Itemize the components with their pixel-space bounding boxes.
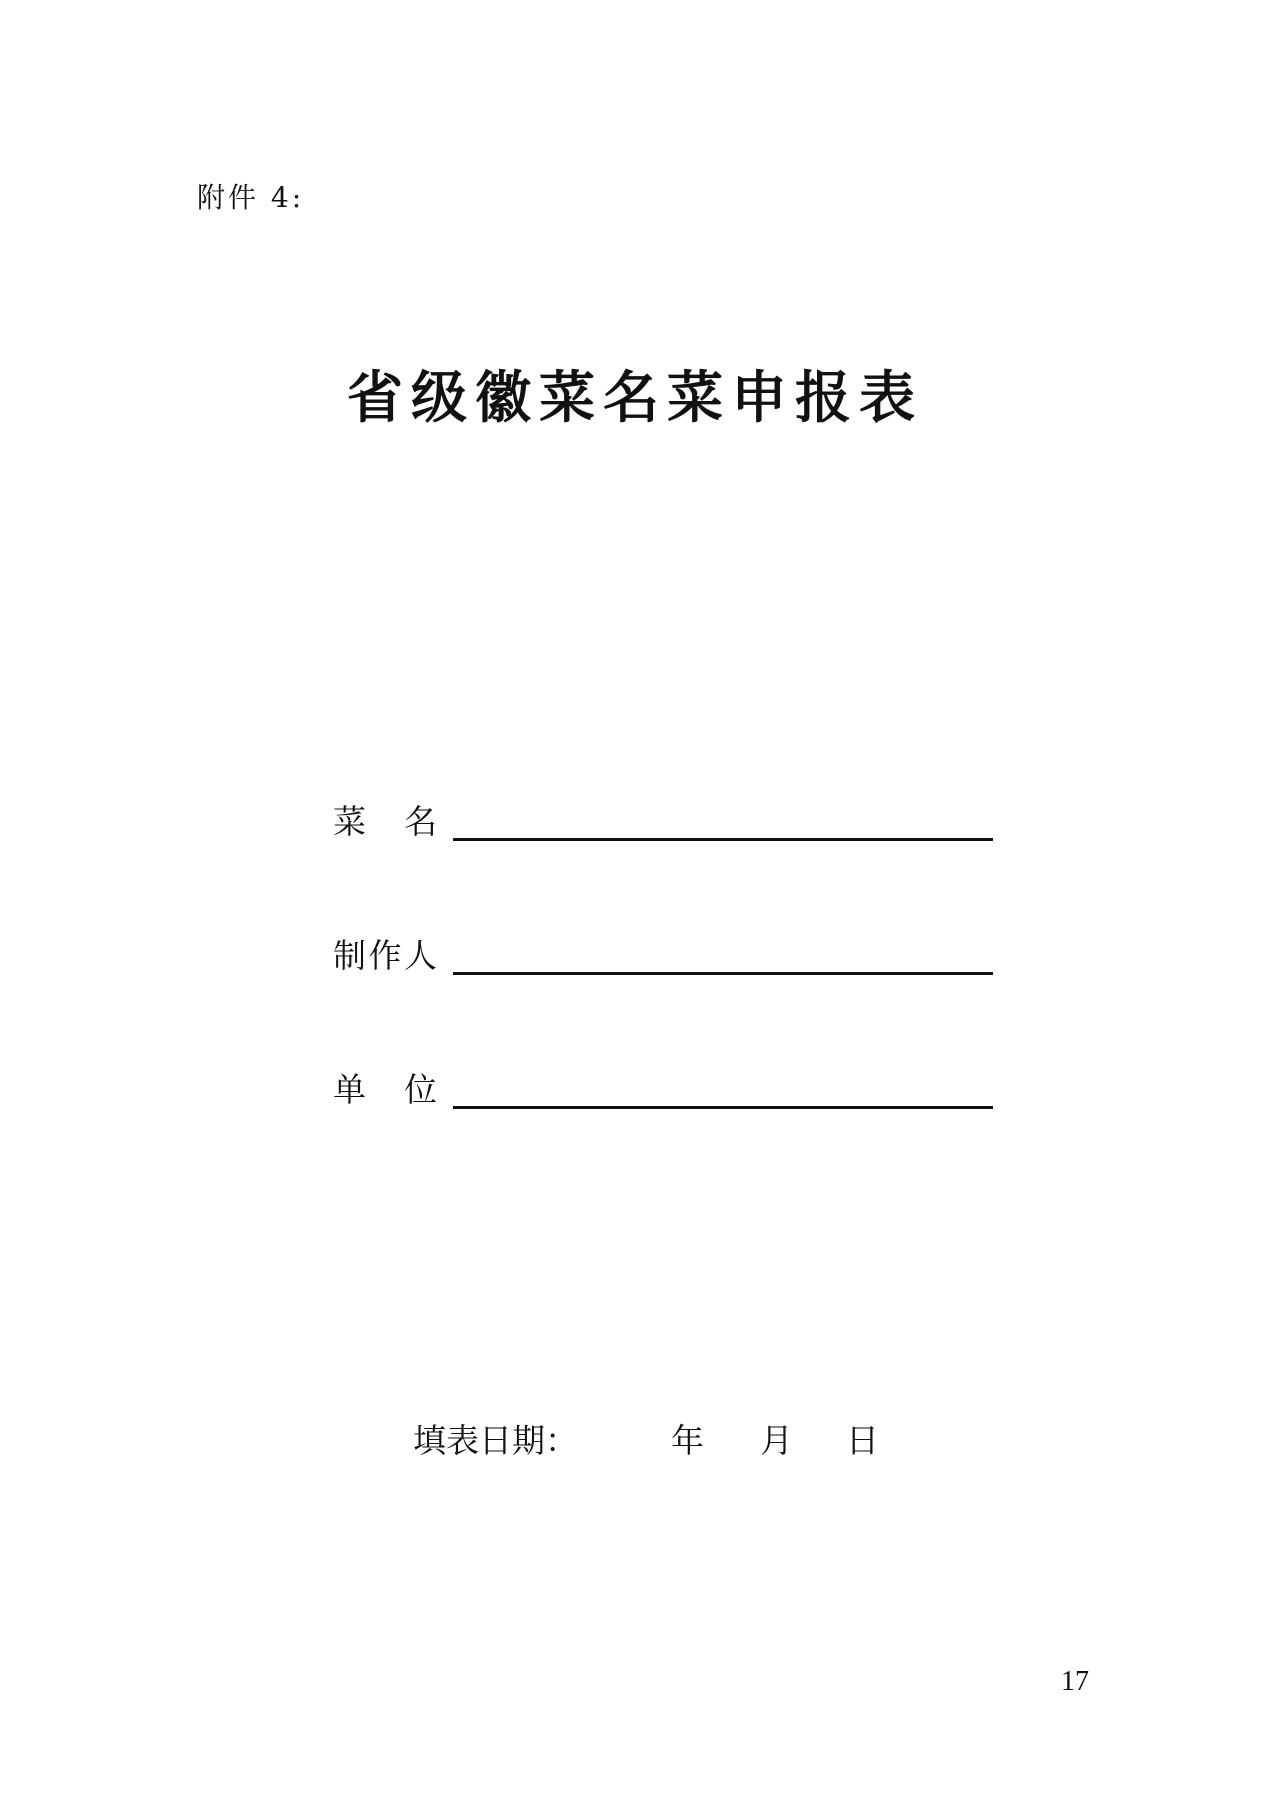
attachment-label: 附件 4: xyxy=(197,181,305,214)
fill-date-label: 填表日期： xyxy=(413,1421,578,1460)
unit-field-row xyxy=(333,1065,993,1115)
dish-name-label-char: 菜 xyxy=(333,802,366,841)
maker-field-row xyxy=(333,931,993,981)
document-title: 省级徽菜名菜申报表 xyxy=(347,365,923,431)
unit-label-char: 位 xyxy=(404,1070,437,1109)
dish-name-label-char: 名 xyxy=(404,802,437,841)
maker-label-char: 制 xyxy=(333,936,366,975)
date-day-label: 日 xyxy=(846,1421,879,1460)
date-month-label: 月 xyxy=(760,1421,793,1460)
unit-label xyxy=(333,1065,437,1115)
maker-label-char: 人 xyxy=(404,936,437,975)
page-number: 17 xyxy=(1061,1666,1089,1697)
unit-input-line[interactable] xyxy=(453,1106,993,1109)
maker-label xyxy=(333,931,437,981)
maker-label-char: 作 xyxy=(368,936,402,975)
dish-name-input-line[interactable] xyxy=(453,838,993,841)
maker-input-line[interactable] xyxy=(453,972,993,975)
unit-label-char: 单 xyxy=(333,1070,366,1109)
date-year-label: 年 xyxy=(671,1421,704,1460)
dish-name-label xyxy=(333,797,437,847)
dish-name-field-row xyxy=(333,797,993,847)
